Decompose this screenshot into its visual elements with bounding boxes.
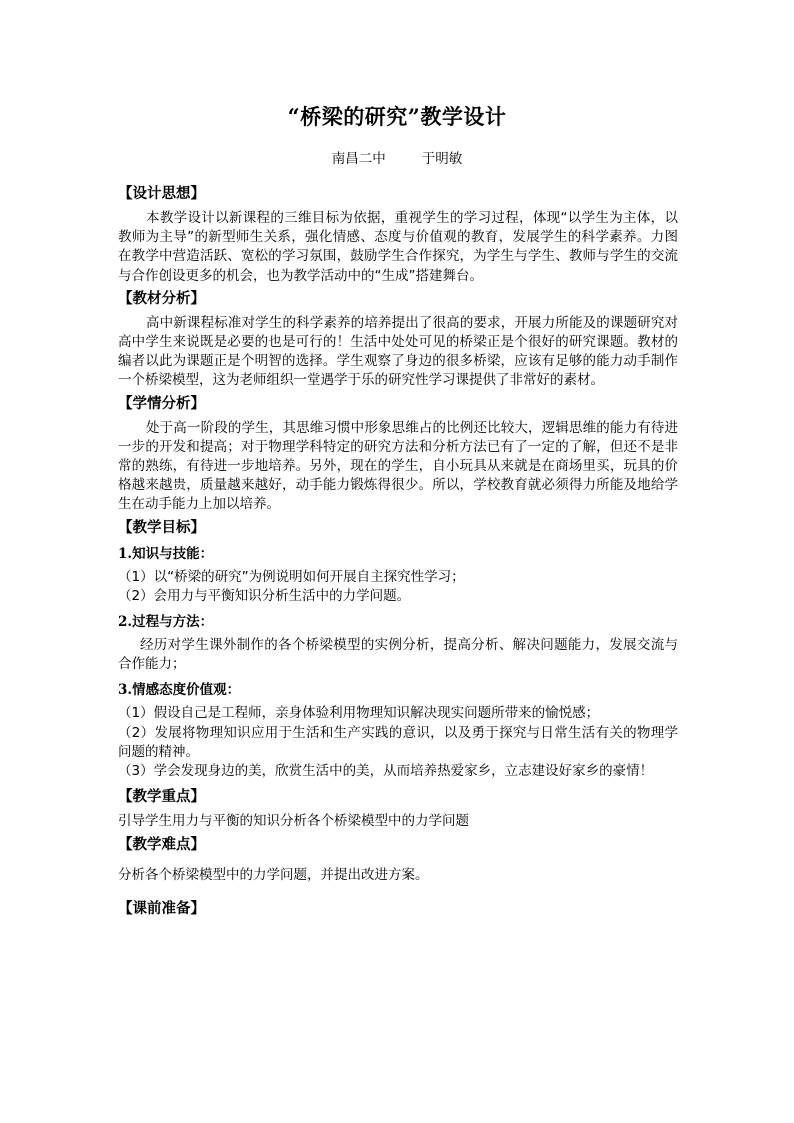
section-heading-design-idea: 【设计思想】	[118, 186, 205, 202]
design-idea-paragraph: 本教学设计以新课程的三维目标为依据，重视学生的学习过程，体现“以学生为主体，以教师为主导”的新型师生关系，强化情感、态度与价值观的教育，发展学生的科学素养。力图在教学中营造活跃、宽松的学习氛围，鼓励学生合作探究，为学生与学生、教师与学生的交流与合作创设更多的机会，也为教学活动中的“生成”搭建舞台。	[118, 210, 678, 284]
document-body	[118, 184, 678, 924]
objective-knowledge-item: （1）以“桥梁的研究”为例说明如何开展自主探究性学习；	[118, 568, 465, 585]
objective-knowledge-item: （2）会用力与平衡知识分析生活中的力学问题。	[118, 587, 411, 604]
difficulties-text: 分析各个桥梁模型中的力学问题，并提出改进方案。	[118, 867, 429, 884]
objective-attitude-item: （3）学会发现身边的美，欣赏生活中的美，从而培养热爱家乡，立志建设好家乡的豪情！	[118, 763, 654, 780]
objective-knowledge-title: 1.知识与技能：	[118, 545, 214, 562]
section-heading-difficulties: 【教学难点】	[118, 837, 205, 854]
author-line	[0, 150, 794, 168]
key-points-text: 引导学生用力与平衡的知识分析各个桥梁模型中的力学问题	[118, 813, 469, 830]
objective-process-title: 2.过程与方法：	[118, 614, 214, 631]
objective-attitude-item: （1）假设自己是工程师，亲身体验利用物理知识解决现实问题所带来的愉悦感；	[118, 705, 600, 722]
document-title: “桥梁的研究”教学设计	[287, 104, 507, 129]
section-heading-objectives: 【教学目标】	[118, 519, 205, 536]
objective-attitude-title: 3.情感态度价值观：	[118, 682, 241, 699]
material-analysis-paragraph: 高中新课程标准对学生的科学素养的培养提出了很高的要求，开展力所能及的课题研究对高中学生来说既是必要的也是可行的！生活中处处可见的桥梁正是个很好的研究课题。教材的编者以此为课题正是个明智的选择。学生观察了身边的很多桥梁，应该有足够的能力动手制作一个桥梁模型，这为老师组织一堂遇学于乐的研究性学习课提供了非常好的素材。	[118, 314, 678, 389]
objective-attitude-item: （2）发展将物理知识应用于生活和生产实践的意识，以及勇于探究与日常生活有关的物理学问题的精神。	[118, 724, 678, 760]
section-heading-material-analysis: 【教材分析】	[118, 290, 205, 307]
objective-process-paragraph: 经历对学生课外制作的各个桥梁模型的实例分析，提高分析、解决问题能力，发展交流与合作能力；	[118, 637, 678, 673]
section-heading-student-analysis: 【学情分析】	[118, 395, 205, 412]
author-school: 南昌二中	[331, 151, 386, 167]
section-heading-preparation: 【课前准备】	[118, 900, 205, 917]
section-heading-key-points: 【教学重点】	[118, 789, 205, 806]
author-name: 于明敏	[421, 151, 463, 167]
student-analysis-paragraph: 处于高一阶段的学生，其思维习惯中形象思维占的比例还比较大，逻辑思维的能力有待进一步的开发和提高；对于物理学科特定的研究方法和分析方法已有了一定的了解，但还不是非常的熟练，有待进一步地培养。另外，现在的学生，自小玩具从来就是在商场里买，玩具的价格越来越贵，质量越来越好，动手能力锻炼得很少。所以，学校教育就必须得力所能及地给学生在动手能力上加以培养。	[118, 419, 678, 513]
